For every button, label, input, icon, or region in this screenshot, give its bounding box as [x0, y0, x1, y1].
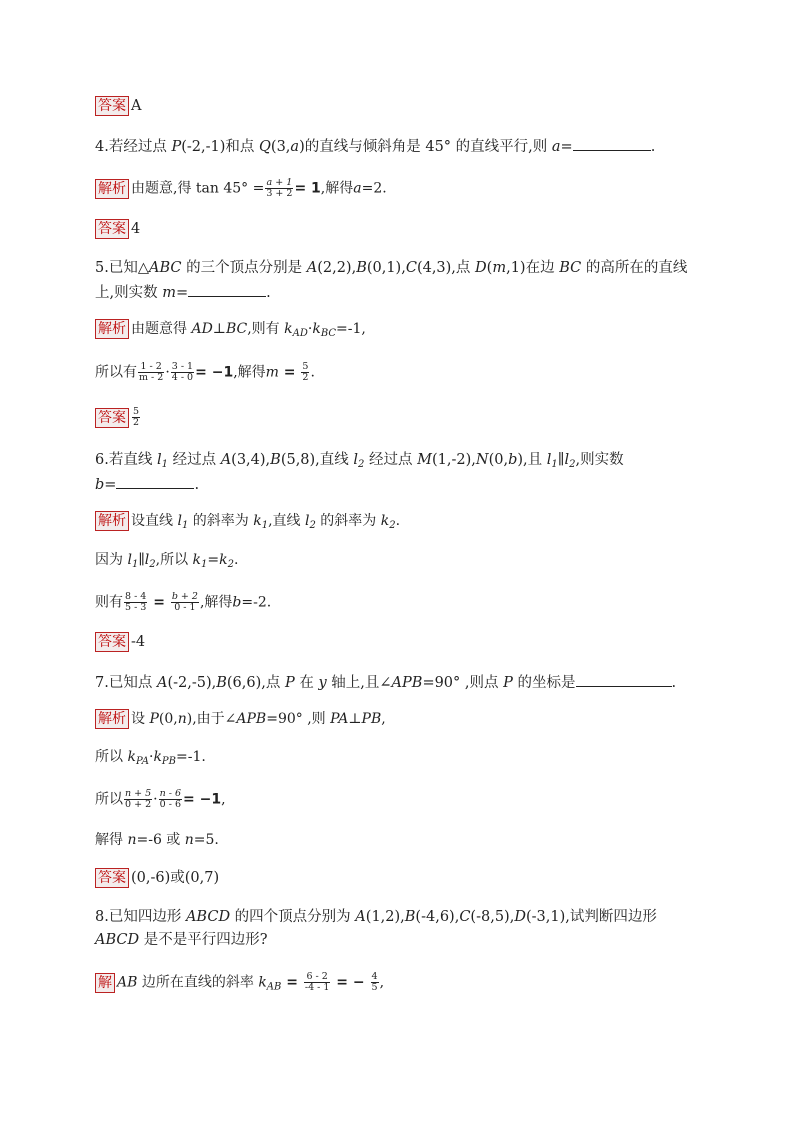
q7-answer: (0,-6)或(0,7)	[131, 870, 220, 886]
slope-k: k	[127, 749, 136, 765]
solution-tag: 解	[95, 973, 115, 993]
q6-stem-line2	[95, 474, 199, 495]
q7-point-b: B	[216, 675, 227, 691]
line-l: l	[304, 513, 310, 529]
frac-den: 4 - 0	[171, 372, 194, 383]
q8-b-coords: (-4,6),	[415, 909, 460, 925]
sub: PA	[135, 756, 149, 767]
q8-text: (-3,1),试判断四边形	[525, 909, 657, 925]
q4-text: 的直线与倾斜角是 45° 的直线平行,则	[304, 139, 552, 155]
sub: 1	[261, 520, 269, 531]
q7-end: .	[671, 675, 677, 691]
q5-text: 上,则实数	[95, 285, 163, 301]
q8-sol-text: 边所在直线的斜率	[137, 974, 259, 991]
frac-num: b + 2	[171, 591, 198, 602]
q5-stem-line1	[95, 258, 687, 278]
q7-sol-text: 所以	[95, 791, 123, 808]
eq: =	[148, 594, 170, 611]
frac-den: 2	[302, 372, 309, 383]
fraction	[171, 362, 194, 383]
q8-point-a: A	[355, 909, 366, 925]
q7-analysis-line1	[95, 709, 386, 729]
q7-sol-text: (0,	[158, 711, 178, 727]
q7-pb: PB	[361, 711, 382, 727]
q5-d-coords: (	[486, 260, 493, 276]
q4-sol-eq: = 1	[294, 180, 321, 197]
q5-point-b: B	[356, 260, 367, 276]
q7-n: n	[127, 832, 137, 848]
q8-text: 8.已知四边形	[95, 909, 186, 925]
line-l: l	[144, 552, 150, 568]
q6-point-b: B	[270, 452, 281, 468]
line-l: l	[127, 552, 132, 568]
eq: =	[281, 974, 303, 991]
sub: 2	[389, 520, 396, 531]
sub: 2	[309, 520, 316, 531]
sub: 1	[181, 520, 189, 531]
q6-answer-line	[95, 632, 145, 652]
q6-sol-text: ,直线	[268, 513, 305, 529]
fraction	[371, 972, 379, 993]
slope-k: k	[284, 321, 293, 337]
q4-sol-text: =2.	[361, 180, 387, 197]
q6-m-coords: (1,-2),	[432, 452, 476, 468]
q8-sol-text: ,	[379, 974, 385, 991]
fraction	[171, 592, 199, 613]
q6-text: ),且	[517, 452, 547, 468]
frac-den: 3 + 2	[266, 188, 293, 199]
q7-sol-text: =5.	[193, 832, 219, 848]
q6-sol-text: 的斜率为	[315, 513, 381, 529]
q5-triangle: ABC	[149, 260, 182, 276]
frac-num: 6 - 2	[304, 972, 331, 983]
line-l: l	[564, 452, 570, 468]
q8-text: 的四个顶点分别为	[230, 909, 356, 925]
q8-a-coords: (1,2),	[365, 909, 405, 925]
q6-end: .	[194, 477, 200, 493]
frac-den: m - 2	[139, 372, 164, 383]
q4-analysis	[95, 178, 387, 199]
q6-text: ,则实数	[575, 452, 624, 468]
sub: 2	[227, 559, 234, 570]
q8-point-c: C	[459, 909, 471, 925]
q4-p-coords: (-2,-1)	[181, 139, 226, 155]
q7-point-p: P	[284, 675, 295, 691]
q8-ab: AB	[117, 974, 138, 991]
slope-k: k	[312, 321, 321, 337]
q5-point-d: D	[475, 260, 487, 276]
q5-sol-text: 由题意得	[131, 321, 192, 337]
fraction	[124, 592, 147, 613]
q5-analysis-line2: 所以有 $\frac{1 - 2}{m - 2}$ · $\frac{3 - 1}{4 - 0}$ = −1,解得m = $\frac{5}{2}$ .	[95, 361, 315, 383]
q5-b-coords: (0,1),	[366, 260, 406, 276]
q4-number: 4.	[95, 139, 109, 155]
q5-m: m	[162, 285, 176, 301]
q4-sol-text: 由题意,得 tan 45° =	[131, 180, 265, 197]
q7-point-p: P	[503, 675, 513, 691]
answer-blank[interactable]	[576, 672, 672, 687]
q6-point-a: A	[220, 452, 232, 468]
sub: 2	[149, 559, 156, 570]
frac-den: 0 - 1	[174, 602, 196, 613]
q6-point-n: N	[475, 452, 489, 468]
q5-analysis-line1	[95, 319, 366, 344]
frac-num: 1 - 2	[138, 362, 164, 373]
q7-n: n	[177, 711, 187, 727]
q7-point-a: A	[156, 675, 168, 691]
answer-tag: 答案	[95, 219, 129, 239]
sub: 1	[131, 559, 139, 570]
q4-sol-text: ,解得	[320, 180, 354, 197]
q7-analysis-line4	[95, 830, 219, 850]
q5-m: m	[492, 260, 507, 276]
q5-sol-eq: = −1	[195, 364, 234, 381]
q5-m: m	[265, 364, 279, 381]
frac-num: 3 - 1	[171, 361, 194, 372]
answer-blank[interactable]	[573, 136, 651, 151]
q7-point-p: P	[149, 711, 159, 727]
q7-sol-text: 所以	[95, 749, 128, 765]
parallel-symbol: ∥	[557, 452, 565, 468]
q5-eq: =	[175, 285, 189, 301]
dot: ·	[148, 749, 154, 765]
answer-tag: 答案	[95, 868, 129, 888]
q7-sol-text: =-6 或	[136, 832, 185, 848]
q6-analysis-line3	[95, 592, 271, 613]
q5-text: 的三个顶点分别是	[181, 260, 307, 276]
q7-sol-text: 解得	[95, 832, 128, 848]
q5-answer-fraction	[132, 407, 140, 428]
fraction	[124, 789, 152, 810]
slope-k: k	[219, 552, 228, 568]
line-l: l	[156, 452, 162, 468]
q5-sol-text: =-1,	[336, 321, 366, 337]
q6-text: 6.若直线	[95, 452, 157, 468]
sub: 2	[358, 459, 365, 470]
q5-sol-text: ,解得	[233, 364, 266, 381]
eq: = −	[331, 974, 370, 991]
frac-num: 5	[133, 406, 140, 417]
q7-sol-text: 设	[131, 711, 150, 727]
frac-num: n + 5	[125, 788, 152, 799]
perp-symbol: ⊥	[348, 711, 362, 727]
q6-sol-text: 因为	[95, 552, 128, 568]
q5-sol-text: ,则有	[247, 321, 285, 337]
frac-den: -4 - 1	[304, 982, 330, 993]
q5-bc: BC	[559, 260, 582, 276]
line-l: l	[546, 452, 552, 468]
frac-num: 5	[302, 361, 309, 372]
frac-num: a + 1	[266, 177, 293, 188]
q4-fraction	[265, 178, 293, 199]
q6-sol-text: .	[234, 552, 239, 568]
q7-n: n	[184, 832, 194, 848]
q8-point-d: D	[514, 909, 526, 925]
q7-answer-line	[95, 868, 219, 888]
q7-text: (6,6),点	[226, 675, 285, 691]
q6-sol-text: .	[395, 513, 401, 529]
q7-text: 在	[294, 675, 319, 691]
frac-den: 0 - 6	[159, 799, 181, 810]
q5-ad: AD	[191, 321, 213, 337]
q5-answer-line	[95, 407, 141, 428]
q6-answer: -4	[131, 634, 146, 650]
fraction	[301, 362, 309, 383]
q4-eq: =	[560, 139, 573, 155]
line-l: l	[353, 452, 359, 468]
q6-text: 经过点	[364, 452, 418, 468]
q4-text: 和点	[225, 139, 260, 155]
q5-sol-text: .	[310, 364, 315, 381]
slope-sub: AD	[292, 328, 308, 339]
q7-sol-text: =-1.	[176, 749, 206, 765]
q4-sol-var: a	[353, 180, 362, 197]
q7-sol-text: ,	[221, 791, 226, 808]
q5-c-coords: (4,3),点	[416, 260, 476, 276]
q6-analysis-line2	[95, 550, 238, 575]
q8-solution-line1	[95, 972, 384, 998]
q7-text: 7.已知点	[95, 675, 157, 691]
sub: 1	[161, 459, 168, 470]
slope-sub: BC	[320, 328, 336, 339]
q6-a-coords: (3,4),	[231, 452, 271, 468]
q7-sol-text: =90° ,则	[266, 711, 331, 727]
q7-analysis-line3	[95, 789, 226, 810]
eq: = −1	[183, 791, 222, 808]
q7-angle: APB	[391, 675, 423, 691]
sub: 1	[551, 459, 558, 470]
q4-q-close: )	[299, 139, 305, 155]
frac-den: 0 + 2	[125, 799, 152, 810]
q5-bc: BC	[225, 321, 248, 337]
q4-q-coords: (3,	[270, 139, 291, 155]
frac-den: 5	[371, 982, 378, 993]
fraction	[138, 362, 164, 383]
q8-quad: ABCD	[185, 909, 231, 925]
q5-stem-line2	[95, 282, 271, 303]
q6-sol-text: =-2.	[241, 594, 272, 611]
fraction	[159, 789, 182, 810]
answer-blank[interactable]	[188, 282, 266, 297]
q6-text: (5,8),直线	[280, 452, 354, 468]
frac-num: n - 6	[159, 788, 182, 799]
perp-symbol: ⊥	[212, 321, 226, 337]
frac-den: 5 - 3	[125, 602, 147, 613]
frac-num: 8 - 4	[125, 591, 147, 602]
q4-point-p: P	[171, 139, 182, 155]
q5-point-c: C	[405, 260, 417, 276]
q6-analysis-line1	[95, 511, 400, 536]
q5-a-coords: (2,2),	[317, 260, 357, 276]
q8-stem-line1	[95, 907, 657, 927]
q6-sol-text: 则有	[95, 594, 123, 611]
sub: 1	[201, 559, 208, 570]
q6-eq: =	[104, 477, 117, 493]
q5-text: 5.已知△	[95, 260, 149, 276]
q6-point-m: M	[417, 452, 432, 468]
q7-angle: APB	[236, 711, 267, 727]
q7-sol-text: ),由于∠	[186, 711, 237, 727]
q5-point-a: A	[306, 260, 318, 276]
slope-k: k	[253, 513, 262, 529]
q6-b: b	[508, 452, 518, 468]
q4-point-q: Q	[259, 139, 271, 155]
q8-text: 是不是平行四边形?	[139, 932, 268, 948]
analysis-tag: 解析	[95, 709, 129, 729]
fraction	[304, 972, 331, 993]
q7-sol-text: ,	[381, 711, 386, 727]
q4-stem	[95, 136, 655, 157]
answer-blank[interactable]	[116, 474, 194, 489]
q6-stem-line1	[95, 450, 624, 475]
q7-stem	[95, 672, 676, 693]
slope-k: k	[258, 974, 267, 991]
q8-quad: ABCD	[95, 932, 140, 948]
parallel-symbol: ∥	[138, 552, 145, 568]
frac-num: 4	[371, 971, 378, 982]
q5-text: 的高所在的直线	[581, 260, 688, 276]
q8-stem-line2	[95, 930, 268, 950]
q7-text: 的坐标是	[512, 675, 576, 691]
q7-text: 轴上,且∠	[326, 675, 392, 691]
q6-b: b	[232, 594, 242, 611]
q6-text: 经过点	[167, 452, 221, 468]
q4-q-a: a	[290, 139, 300, 155]
q3-answer: A	[131, 98, 142, 114]
q4-answer: 4	[131, 221, 141, 237]
answer-tag: 答案	[95, 96, 129, 116]
q5-sol-text: 所以有	[95, 364, 137, 381]
line-l: l	[177, 513, 182, 529]
q6-sol-text: 的斜率为	[188, 513, 254, 529]
q6-n-coords: (0,	[488, 452, 509, 468]
sub: 2	[569, 459, 576, 470]
q7-analysis-line2	[95, 747, 206, 772]
q7-a-coords: (-2,-5),	[167, 675, 217, 691]
q3-answer-line	[95, 96, 141, 116]
analysis-tag: 解析	[95, 179, 129, 199]
q4-answer-line	[95, 219, 140, 239]
answer-tag: 答案	[95, 408, 129, 428]
q6-b: b	[95, 477, 105, 493]
analysis-tag: 解析	[95, 319, 129, 339]
sub: AB	[266, 981, 282, 993]
answer-tag: 答案	[95, 632, 129, 652]
q4-text: 若经过点	[108, 139, 172, 155]
q5-end: .	[266, 285, 271, 301]
q7-text: =90° ,则点	[422, 675, 504, 691]
eq: =	[207, 552, 220, 568]
dot: ·	[307, 321, 313, 337]
q6-sol-text: 设直线	[131, 513, 178, 529]
sub: PB	[161, 756, 176, 767]
q8-c-coords: (-8,5),	[470, 909, 515, 925]
dot: ·	[153, 791, 158, 808]
q6-sol-text: ,所以	[155, 552, 193, 568]
q7-pa: PA	[330, 711, 349, 727]
q5-sol-eq: =	[278, 364, 301, 381]
analysis-tag: 解析	[95, 511, 129, 531]
slope-k: k	[192, 552, 202, 568]
q7-y: y	[318, 675, 327, 691]
q8-point-b: B	[404, 909, 416, 925]
slope-k: k	[380, 513, 390, 529]
q4-var: a	[551, 139, 561, 155]
frac-den: 2	[133, 417, 140, 428]
q4-end: .	[650, 139, 656, 155]
q6-sol-text: ,解得	[199, 594, 233, 611]
q5-d-coords: ,1)在边	[506, 260, 560, 276]
slope-k: k	[153, 749, 162, 765]
